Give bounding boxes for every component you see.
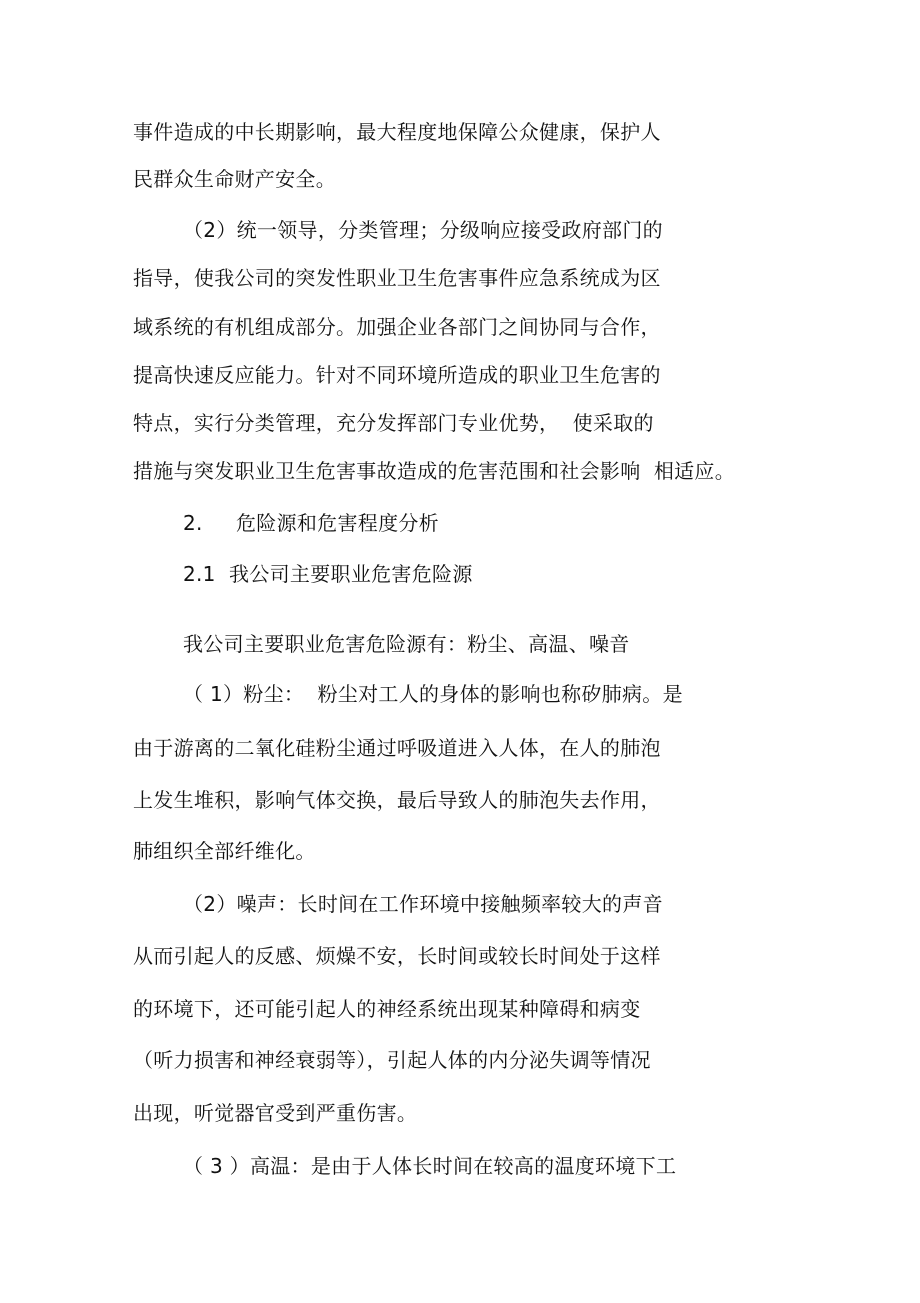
text-line: 民群众生命财产安全。: [133, 167, 336, 191]
text-line: 肺组织全部纤维化。: [133, 839, 316, 863]
text-line: 特点，实行分类管理，充分发挥部门专业优势， 使采取的: [133, 411, 654, 435]
text-line: （2）统一领导，分类管理；分级响应接受政府部门的: [183, 218, 663, 242]
text-line: 事件造成的中长期影响，最大程度地保障公众健康，保护人: [133, 120, 661, 144]
text-line: 我公司主要职业危害危险源有：粉尘、高温、噪音: [183, 632, 630, 656]
section-heading: 2. 危险源和危害程度分析: [183, 511, 439, 535]
text-line: 提高快速反应能力。针对不同环境所造成的职业卫生危害的: [133, 363, 661, 387]
text-line: 的环境下，还可能引起人的神经系统出现某种障碍和病变: [133, 997, 641, 1021]
text-line: （听力损害和神经衰弱等），引起人体的内分泌失调等情况: [133, 1048, 651, 1072]
text-line: 由于游离的二氧化硅粉尘通过呼吸道进入人体，在人的肺泡: [133, 736, 661, 760]
text-line: 出现，听觉器官受到严重伤害。: [133, 1101, 418, 1125]
text-line: 措施与突发职业卫生危害事故造成的危害范围和社会影响 相适应。: [133, 459, 736, 483]
text-line: 域系统的有机组成部分。加强企业各部门之间协同与合作，: [133, 315, 661, 339]
text-line: 指导，使我公司的突发性职业卫生危害事件应急系统成为区: [133, 266, 661, 290]
text-line: 从而引起人的反感、烦燥不安，长时间或较长时间处于这样: [133, 944, 661, 968]
subsection-heading: 2.1 我公司主要职业危害危险源: [183, 562, 473, 586]
text-line: （ 1）粉尘： 粉尘对工人的身体的影响也称矽肺病。是: [183, 682, 683, 706]
text-line: （2）噪声：长时间在工作环境中接触频率较大的声音: [183, 892, 663, 916]
text-line: （ 3 ）高温：是由于人体长时间在较高的温度环境下工: [183, 1154, 677, 1178]
text-line: 上发生堆积，影响气体交换，最后导致人的肺泡失去作用，: [133, 788, 661, 812]
